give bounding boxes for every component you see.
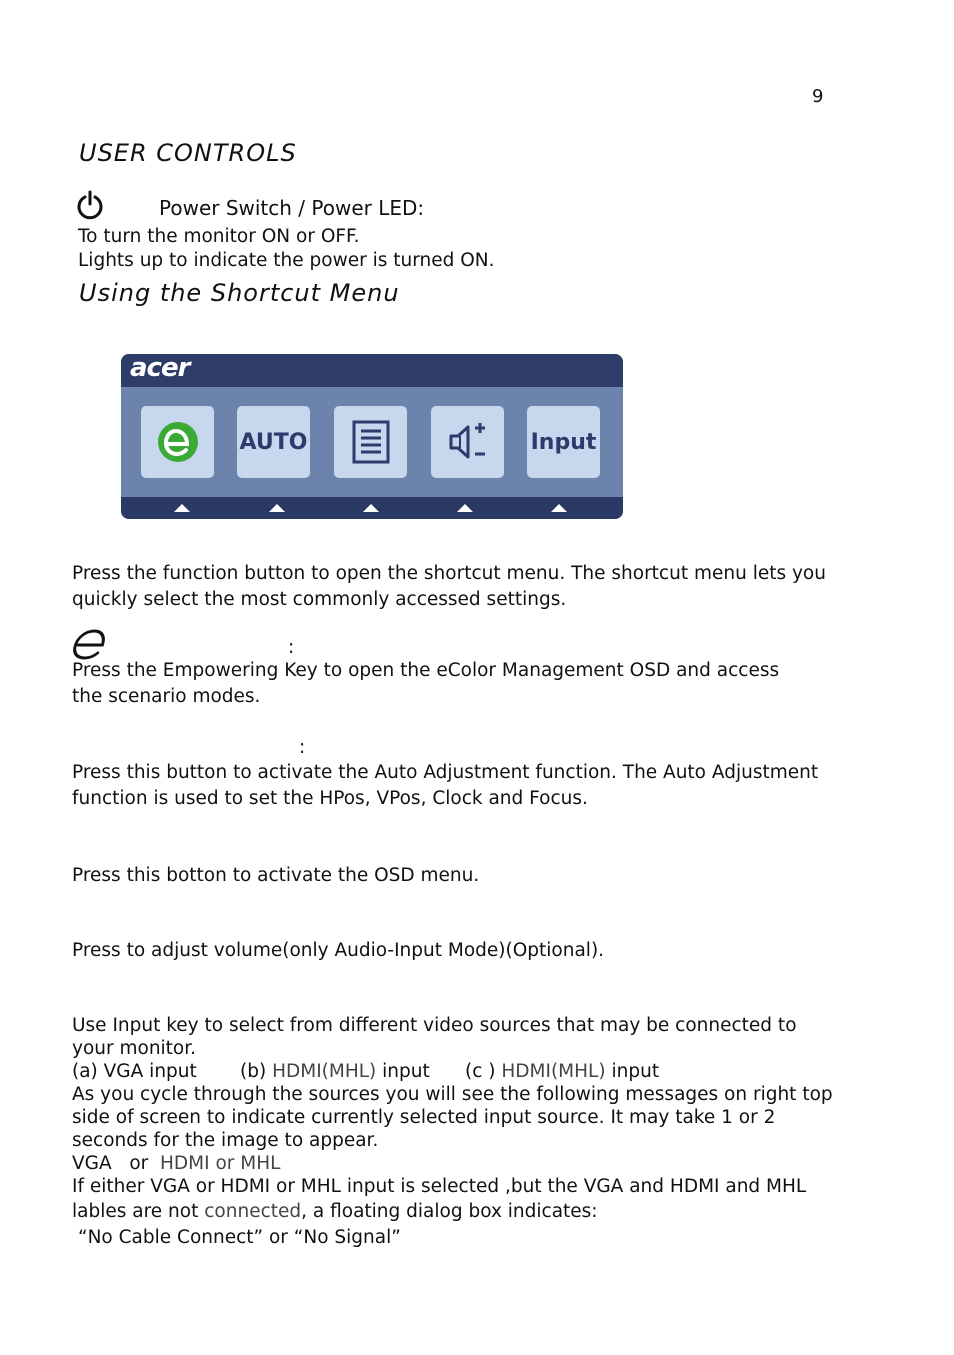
line9-connected: connected [204,1201,302,1222]
input-line-10: “No Cable Connect” or “No Signal” [78,1227,401,1248]
option-b-suffix: input [382,1061,430,1082]
option-b-prefix: (b) [240,1061,267,1082]
line9-part-a: lables are not [72,1201,199,1222]
section-title-user-controls: USER CONTROLS [79,139,297,167]
acer-logo: acer [130,354,190,383]
input-option-c [465,1060,659,1083]
input-option-a: (a) VGA input [72,1061,197,1082]
auto-line-2: function is used to set the HPos, VPos, Clock and Focus. [72,788,588,809]
input-line-1: Use Input key to select from different video sources that may be connected to [72,1015,797,1036]
triangle-up-icon [457,504,473,512]
option-c-suffix: input [611,1061,660,1082]
option-c-source: HDMI(MHL) [501,1061,606,1082]
empowering-line-1: Press the Empowering Key to open the eColor Management OSD and access [72,660,780,681]
shortcut-intro-line-2: quickly select the most commonly accessed settings. [72,589,567,610]
shortcut-intro-line-1: Press the function button to open the shortcut menu. The shortcut menu lets you [72,563,826,584]
triangle-up-icon [551,504,567,512]
input-line-5: side of screen to indicate currently selected input source. It may take 1 or 2 [72,1107,776,1128]
shortcut-menu-panel [121,354,623,519]
triangle-up-icon [269,504,285,512]
input-line-4: As you cycle through the sources you will see the following messages on right top [72,1084,833,1105]
option-c-prefix: (c ) [465,1061,496,1082]
triangle-up-icon [174,504,190,512]
power-line-1: To turn the monitor ON or OFF. [78,226,360,247]
empowering-line-2: the scenario modes. [72,686,261,707]
menu-line-1: Press this botton to activate the OSD menu. [72,865,480,886]
input-line-2: your monitor. [72,1038,197,1059]
panel-header [121,354,623,387]
auto-line-1: Press this button to activate the Auto Adjustment function. The Auto Adjustment [72,762,819,783]
e-empowering-icon [72,628,106,660]
power-heading: Power Switch / Power LED: [159,196,425,220]
hdmi-or-mhl-label: HDMI or MHL [160,1153,281,1174]
menu-list-icon [351,419,391,465]
input-source-messages [72,1152,280,1175]
e-empowering-icon [155,419,201,465]
input-option-b [240,1060,430,1083]
triangle-up-icon [363,504,379,512]
power-icon [76,190,104,220]
auto-colon: : [299,737,306,758]
input-icon: Input [530,429,597,455]
volume-key[interactable] [431,406,504,478]
input-line-9 [72,1200,598,1223]
volume-icon [445,419,491,465]
empowering-colon: : [288,637,295,658]
page-number: 9 [812,86,824,107]
power-line-2: Lights up to indicate the power is turned ON. [78,250,495,271]
auto-icon: AUTO [239,429,308,455]
volume-line-1: Press to adjust volume(only Audio-Input Mode)(Optional). [72,940,605,961]
option-b-source: HDMI(MHL) [272,1061,377,1082]
line9-part-c: , a floating dialog box indicates: [301,1201,598,1222]
input-key[interactable] [527,406,600,478]
input-line-8: If either VGA or HDMI or MHL input is selected ,but the VGA and HDMI and MHL [72,1176,807,1197]
vga-label: VGA [72,1153,112,1174]
or-label: or [129,1153,149,1174]
menu-key[interactable] [334,406,407,478]
auto-key[interactable] [237,406,310,478]
empowering-key[interactable] [141,406,214,478]
input-line-6: seconds for the image to appear. [72,1130,379,1151]
section-title-shortcut-menu: Using the Shortcut Menu [79,279,400,307]
